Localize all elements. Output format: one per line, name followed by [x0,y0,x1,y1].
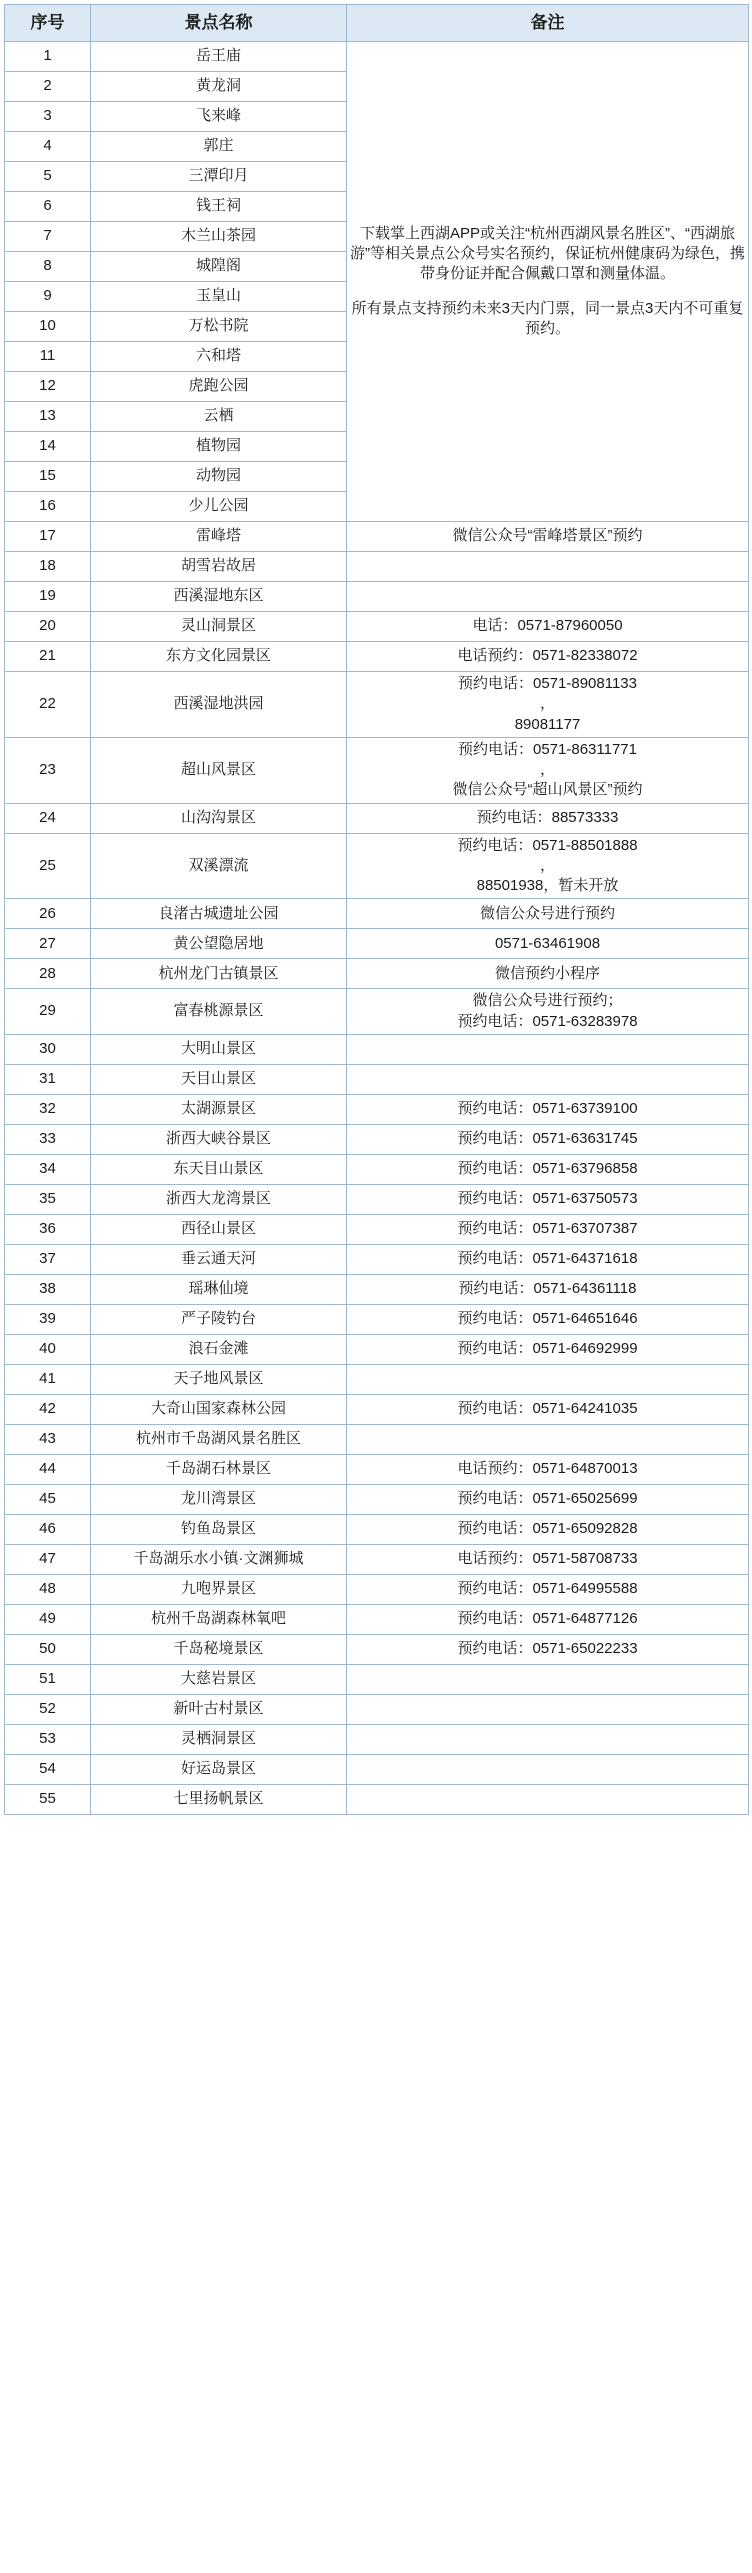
table-row [5,1724,749,1754]
cell-index: 54 [5,1754,91,1784]
cell-index: 9 [5,282,91,312]
cell-spot-name: 七里扬帆景区 [91,1784,347,1814]
table-row [5,833,749,899]
table-row [5,1214,749,1244]
cell-index: 21 [5,642,91,672]
table-row [5,522,749,552]
cell-index: 5 [5,162,91,192]
table-row [5,1124,749,1154]
cell-spot-name: 飞来峰 [91,102,347,132]
cell-spot-name: 杭州市千岛湖风景名胜区 [91,1424,347,1454]
table-row [5,1364,749,1394]
cell-index: 42 [5,1394,91,1424]
cell-index: 46 [5,1514,91,1544]
table-body [5,42,749,1815]
cell-note: 预约电话：0571-64651646 [347,1304,749,1334]
cell-index: 6 [5,192,91,222]
cell-note: 预约电话：0571-64361118 [347,1274,749,1304]
cell-spot-name: 浙西大龙湾景区 [91,1184,347,1214]
note-line: ， [539,856,555,874]
cell-index: 17 [5,522,91,552]
cell-index: 25 [5,833,91,899]
cell-index: 7 [5,222,91,252]
note-line: 88501938，暂未开放 [476,877,619,894]
cell-spot-name: 植物园 [91,432,347,462]
table-row [5,1034,749,1064]
cell-note [347,1424,749,1454]
table-row [5,1184,749,1214]
cell-spot-name: 垂云通天河 [91,1244,347,1274]
cell-spot-name: 杭州龙门古镇景区 [91,959,347,989]
cell-note [347,672,749,738]
cell-note [347,833,749,899]
cell-index: 34 [5,1154,91,1184]
note-line: 预约电话：0571-89081133 [458,675,637,692]
cell-note: 预约电话：0571-63739100 [347,1094,749,1124]
table-row [5,1424,749,1454]
general-note-paragraph-2: 所有景点支持预约未来3天内门票，同一景点3天内不可重复预约。 [351,299,744,337]
cell-index: 39 [5,1304,91,1334]
table-row [5,1514,749,1544]
cell-spot-name: 双溪漂流 [91,833,347,899]
cell-spot-name: 黄龙洞 [91,72,347,102]
cell-spot-name: 新叶古村景区 [91,1694,347,1724]
cell-note: 电话预约：0571-58708733 [347,1544,749,1574]
cell-spot-name: 西溪湿地洪园 [91,672,347,738]
cell-spot-name: 龙川湾景区 [91,1484,347,1514]
cell-spot-name: 天目山景区 [91,1064,347,1094]
cell-note: 微信公众号“雷峰塔景区”预约 [347,522,749,552]
cell-index: 47 [5,1544,91,1574]
cell-note: 微信预约小程序 [347,959,749,989]
cell-spot-name: 雷峰塔 [91,522,347,552]
cell-index: 18 [5,552,91,582]
table-row [5,1454,749,1484]
cell-spot-name: 富春桃源景区 [91,989,347,1035]
cell-index: 27 [5,929,91,959]
cell-note [347,1664,749,1694]
cell-note [347,1064,749,1094]
cell-spot-name: 六和塔 [91,342,347,372]
table-row [5,1334,749,1364]
cell-general-reservation-note [347,42,749,522]
cell-spot-name: 大奇山国家森林公园 [91,1394,347,1424]
table-row [5,552,749,582]
cell-spot-name: 动物园 [91,462,347,492]
table-row [5,1394,749,1424]
cell-note: 预约电话：0571-63796858 [347,1154,749,1184]
cell-index: 19 [5,582,91,612]
cell-index: 13 [5,402,91,432]
cell-spot-name: 山沟沟景区 [91,803,347,833]
cell-index: 55 [5,1784,91,1814]
cell-note [347,1034,749,1064]
cell-index: 51 [5,1664,91,1694]
note-line: 预约电话：0571-63283978 [457,1012,638,1030]
cell-note: 预约电话：0571-64241035 [347,1394,749,1424]
cell-note: 预约电话：0571-65025699 [347,1484,749,1514]
cell-spot-name: 千岛湖乐水小镇·文渊狮城 [91,1544,347,1574]
table-row [5,672,749,738]
general-note-paragraph-1: 下载掌上西湖APP或关注“杭州西湖风景名胜区”、“西湖旅游”等相关景点公众号实名预约，保证杭州健康码为绿色，携带身份证并配合佩戴口罩和测量体温。 [350,224,745,283]
cell-index: 49 [5,1604,91,1634]
cell-index: 53 [5,1724,91,1754]
cell-note: 预约电话：0571-63631745 [347,1124,749,1154]
cell-spot-name: 大慈岩景区 [91,1664,347,1694]
table-row [5,929,749,959]
cell-index: 14 [5,432,91,462]
cell-note: 预约电话：0571-64877126 [347,1604,749,1634]
table-row [5,1244,749,1274]
cell-spot-name: 钓鱼岛景区 [91,1514,347,1544]
cell-index: 43 [5,1424,91,1454]
cell-index: 41 [5,1364,91,1394]
table-header [5,5,749,42]
cell-spot-name: 严子陵钓台 [91,1304,347,1334]
cell-spot-name: 千岛湖石林景区 [91,1454,347,1484]
table-row [5,582,749,612]
table-row [5,1754,749,1784]
table-row [5,1094,749,1124]
column-header-name: 景点名称 [91,5,347,42]
cell-index: 28 [5,959,91,989]
cell-note: 预约电话：0571-64371618 [347,1244,749,1274]
table-row [5,1064,749,1094]
cell-spot-name: 良渚古城遗址公园 [91,899,347,929]
cell-note: 0571-63461908 [347,929,749,959]
note-line: 89081177 [514,715,581,733]
cell-spot-name: 太湖源景区 [91,1094,347,1124]
cell-index: 15 [5,462,91,492]
column-header-index: 序号 [5,5,91,42]
cell-spot-name: 城隍阁 [91,252,347,282]
table-row [5,899,749,929]
cell-index: 44 [5,1454,91,1484]
cell-note: 预约电话：0571-63750573 [347,1184,749,1214]
cell-note: 预约电话：0571-63707387 [347,1214,749,1244]
cell-note [347,1724,749,1754]
cell-index: 1 [5,42,91,72]
column-header-note: 备注 [347,5,749,42]
cell-spot-name: 钱王祠 [91,192,347,222]
table-row [5,803,749,833]
cell-index: 30 [5,1034,91,1064]
cell-index: 23 [5,737,91,803]
note-line: 预约电话：0571-88501888 [457,836,638,854]
cell-spot-name: 万松书院 [91,312,347,342]
cell-index: 8 [5,252,91,282]
cell-note [347,989,749,1035]
cell-index: 4 [5,132,91,162]
cell-index: 12 [5,372,91,402]
cell-index: 52 [5,1694,91,1724]
cell-index: 48 [5,1574,91,1604]
cell-note [347,1694,749,1724]
cell-spot-name: 浪石金滩 [91,1334,347,1364]
cell-index: 26 [5,899,91,929]
cell-index: 29 [5,989,91,1035]
table-row [5,642,749,672]
cell-note [347,552,749,582]
table-row [5,1304,749,1334]
cell-spot-name: 九咆界景区 [91,1574,347,1604]
table-row [5,1544,749,1574]
cell-note [347,737,749,803]
cell-note [347,1364,749,1394]
reservation-table [4,4,749,1815]
cell-spot-name: 好运岛景区 [91,1754,347,1784]
table-row [5,1664,749,1694]
cell-index: 2 [5,72,91,102]
table-row [5,959,749,989]
cell-index: 40 [5,1334,91,1364]
cell-spot-name: 超山风景区 [91,737,347,803]
table-header-row [5,5,749,42]
table-row [5,1634,749,1664]
cell-note: 电话预约：0571-82338072 [347,642,749,672]
table-row [5,989,749,1035]
cell-spot-name: 杭州千岛湖森林氧吧 [91,1604,347,1634]
cell-spot-name: 郭庄 [91,132,347,162]
cell-note: 微信公众号进行预约 [347,899,749,929]
cell-note: 电话：0571-87960050 [347,612,749,642]
cell-note [347,1754,749,1784]
cell-spot-name: 千岛秘境景区 [91,1634,347,1664]
note-line: 预约电话：0571-86311771 [458,740,637,758]
cell-spot-name: 瑶琳仙境 [91,1274,347,1304]
cell-index: 33 [5,1124,91,1154]
cell-spot-name: 木兰山茶园 [91,222,347,252]
cell-index: 37 [5,1244,91,1274]
cell-spot-name: 东方文化园景区 [91,642,347,672]
cell-note: 预约电话：0571-64995588 [347,1574,749,1604]
table-row [5,42,749,72]
cell-note: 预约电话：0571-65022233 [347,1634,749,1664]
table-row [5,1784,749,1814]
table-row [5,1604,749,1634]
cell-spot-name: 少儿公园 [91,492,347,522]
cell-note: 预约电话：88573333 [347,803,749,833]
cell-spot-name: 三潭印月 [91,162,347,192]
note-line: ， [539,695,555,713]
table-row [5,1694,749,1724]
cell-index: 24 [5,803,91,833]
cell-spot-name: 灵栖洞景区 [91,1724,347,1754]
table-row [5,1274,749,1304]
cell-spot-name: 西溪湿地东区 [91,582,347,612]
cell-spot-name: 玉皇山 [91,282,347,312]
cell-index: 11 [5,342,91,372]
cell-index: 36 [5,1214,91,1244]
cell-index: 31 [5,1064,91,1094]
note-line: 微信公众号进行预约； [472,992,623,1010]
cell-index: 50 [5,1634,91,1664]
cell-index: 3 [5,102,91,132]
cell-index: 38 [5,1274,91,1304]
cell-spot-name: 浙西大峡谷景区 [91,1124,347,1154]
cell-spot-name: 灵山洞景区 [91,612,347,642]
cell-spot-name: 西径山景区 [91,1214,347,1244]
cell-index: 45 [5,1484,91,1514]
cell-spot-name: 东天目山景区 [91,1154,347,1184]
note-line: 微信公众号“超山风景区”预约 [452,781,643,799]
cell-index: 32 [5,1094,91,1124]
cell-spot-name: 大明山景区 [91,1034,347,1064]
cell-spot-name: 天子地风景区 [91,1364,347,1394]
table-row [5,737,749,803]
cell-spot-name: 黄公望隐居地 [91,929,347,959]
cell-index: 20 [5,612,91,642]
cell-note: 预约电话：0571-64692999 [347,1334,749,1364]
cell-spot-name: 岳王庙 [91,42,347,72]
table-row [5,612,749,642]
cell-index: 22 [5,672,91,738]
cell-note [347,582,749,612]
cell-spot-name: 胡雪岩故居 [91,552,347,582]
cell-spot-name: 云栖 [91,402,347,432]
cell-index: 35 [5,1184,91,1214]
table-row [5,1574,749,1604]
cell-note [347,1784,749,1814]
note-line: ， [539,761,555,778]
cell-note: 电话预约：0571-64870013 [347,1454,749,1484]
cell-spot-name: 虎跑公园 [91,372,347,402]
cell-note: 预约电话：0571-65092828 [347,1514,749,1544]
cell-index: 16 [5,492,91,522]
table-row [5,1484,749,1514]
table-row [5,1154,749,1184]
cell-index: 10 [5,312,91,342]
